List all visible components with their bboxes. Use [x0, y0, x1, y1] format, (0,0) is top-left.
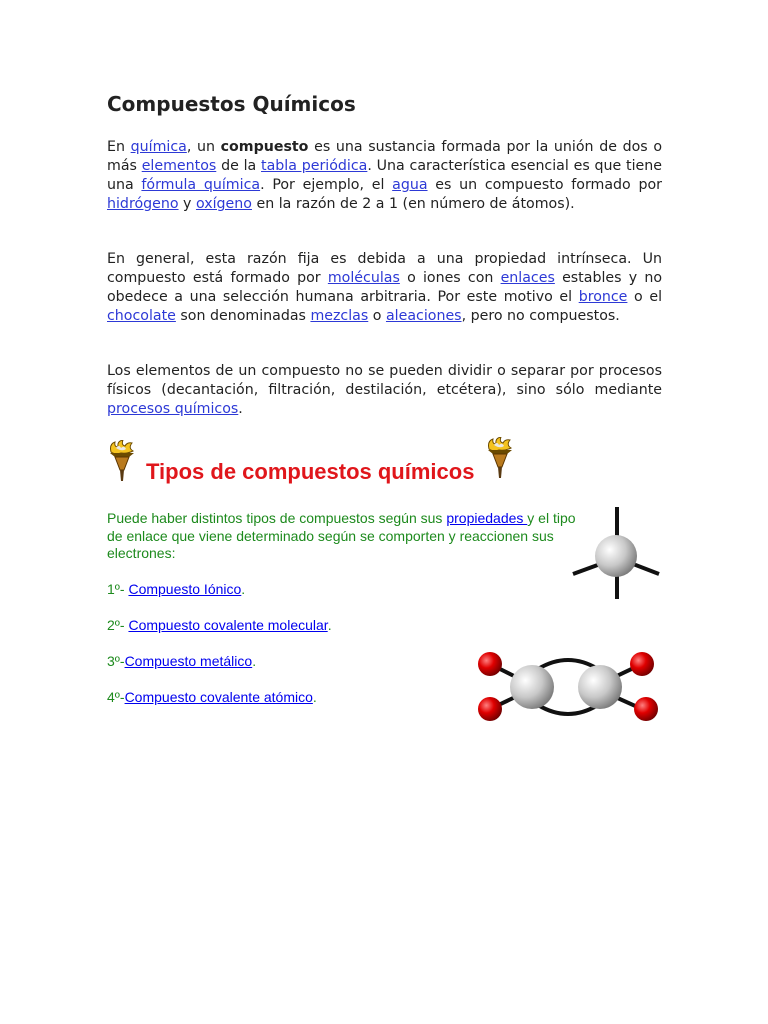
link-aleaciones[interactable]: aleaciones	[385, 308, 462, 324]
intro-text: Puede haber distintos tipos de compuestos según sus propiedades y el tipo de enlace que viene determinado según se comporten y reaccionen sus electrones:	[107, 510, 576, 561]
link-compuesto-covalente-molecular[interactable]: Compuesto covalente molecular	[128, 617, 328, 633]
section-title: Tipos de compuestos químicos	[146, 459, 475, 484]
link-quimica[interactable]: química	[130, 139, 187, 155]
paragraph-definition: En química, un compuesto es una sustancia formada por la unión de dos o más elementos de la tabla periódica. Una característica esencial es que tiene una fórmula química. Por ejemplo, el agua es un compuesto formado por hidrógeno y oxígeno en la razón de 2 a 1 (en número de átomos).	[107, 139, 663, 212]
link-bronce[interactable]: bronce	[578, 289, 628, 305]
link-propiedades[interactable]: propiedades	[446, 510, 528, 526]
link-mezclas[interactable]: mezclas	[310, 308, 369, 324]
molecule-icon	[568, 503, 664, 603]
link-formula-quimica[interactable]: fórmula química	[141, 177, 261, 193]
torch-icon	[485, 437, 515, 479]
link-chocolate[interactable]: chocolate	[107, 308, 176, 324]
molecule-icon	[470, 645, 662, 727]
link-enlaces[interactable]: enlaces	[500, 270, 555, 286]
link-compuesto-covalente-atomico[interactable]: Compuesto covalente atómico	[124, 689, 313, 705]
link-tabla-periodica[interactable]: tabla periódica	[261, 158, 368, 174]
link-hidrogeno[interactable]: hidrógeno	[107, 196, 179, 212]
page-title: Compuestos Químicos	[107, 92, 356, 116]
list-item: 3º-Compuesto metálico.	[107, 653, 257, 669]
list-item: 1º- Compuesto Iónico.	[107, 581, 246, 597]
link-oxigeno[interactable]: oxígeno	[195, 196, 252, 212]
list-item: 2º- Compuesto covalente molecular.	[107, 617, 332, 633]
link-compuesto-metalico[interactable]: Compuesto metálico	[124, 653, 253, 669]
paragraph-separation: Los elementos de un compuesto no se pueden dividir o separar por procesos físicos (decantación, filtración, destilación, etcétera), sino sólo mediante procesos químicos.	[107, 363, 662, 417]
link-moleculas[interactable]: moléculas	[327, 270, 400, 286]
list-item: 4º-Compuesto covalente atómico.	[107, 689, 317, 705]
link-compuesto-ionico[interactable]: Compuesto Iónico	[128, 581, 242, 597]
link-procesos-quimicos[interactable]: procesos químicos	[107, 401, 239, 417]
bold-term: compuesto	[220, 139, 309, 155]
link-agua[interactable]: agua	[392, 177, 428, 193]
torch-icon	[107, 440, 137, 482]
link-elementos[interactable]: elementos	[141, 158, 217, 174]
paragraph-composition: En general, esta razón fija es debida a una propiedad intrínseca. Un compuesto está formado por moléculas o iones con enlaces estables y no obedece a una selección humana arbitraria. Por este motivo el bronce o el chocolate son denominadas mezclas o aleaciones, pero no compuestos.	[107, 251, 663, 324]
